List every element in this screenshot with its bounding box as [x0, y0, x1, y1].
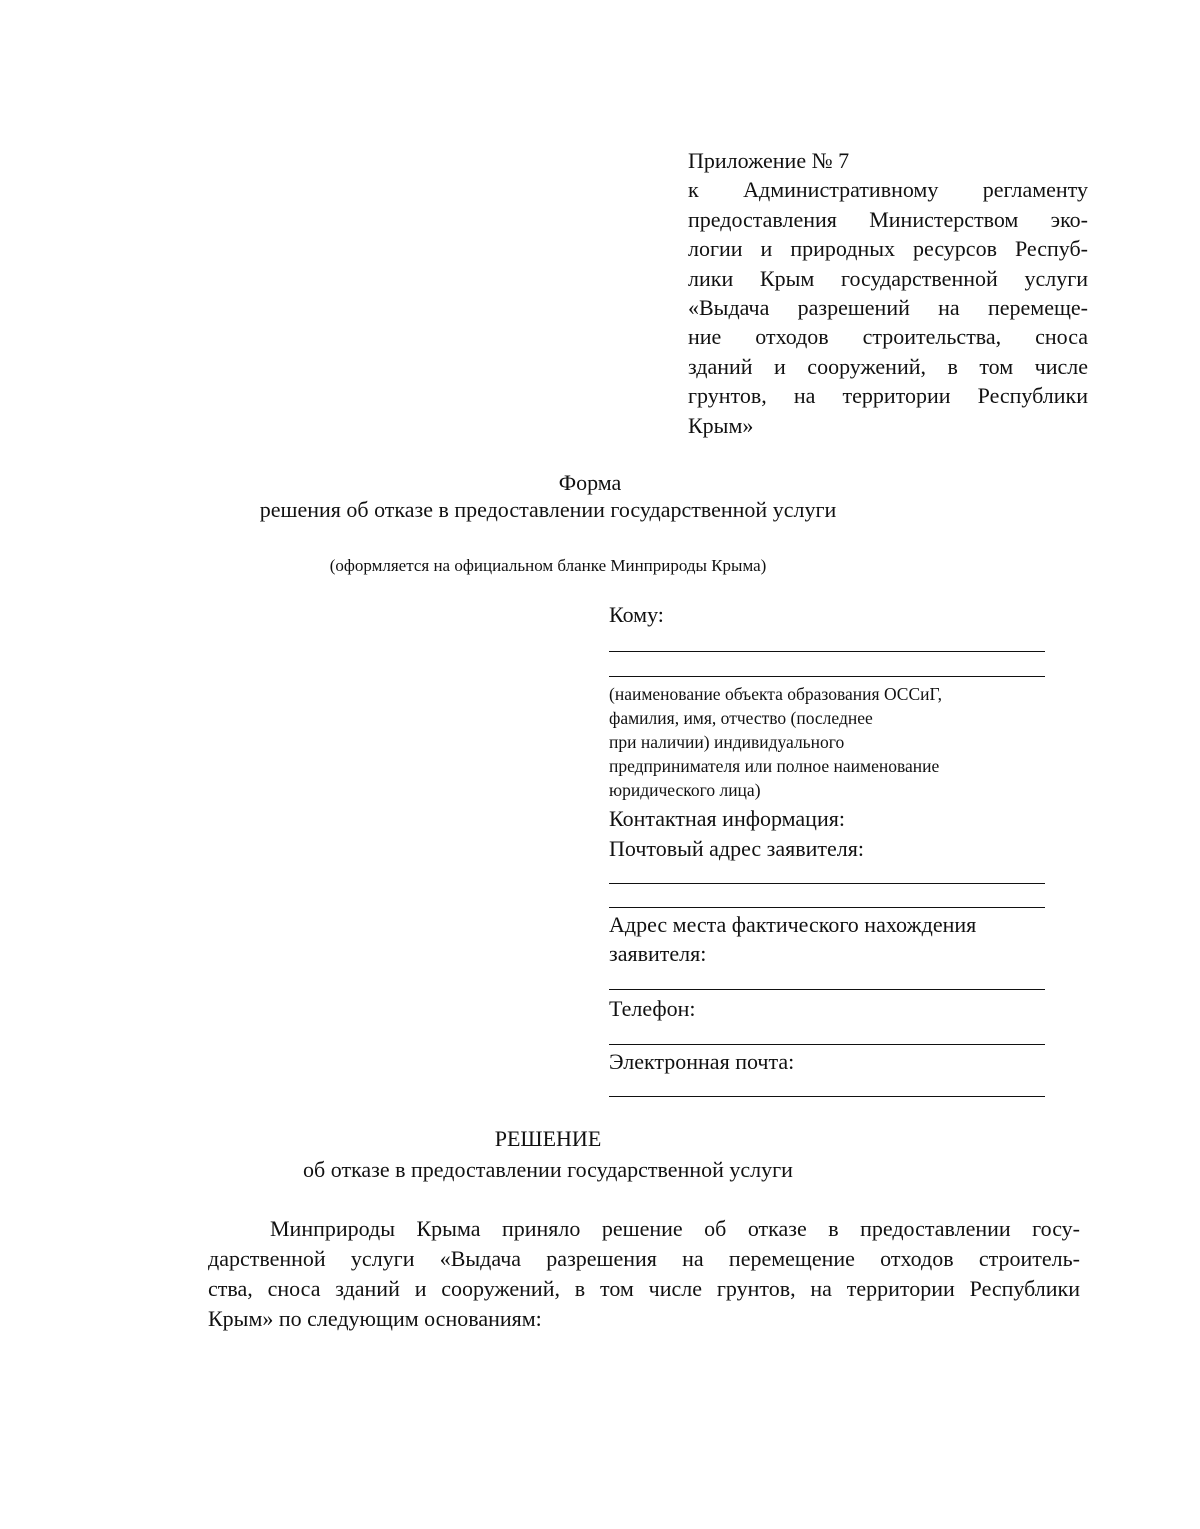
blank-line: [609, 1044, 1045, 1045]
actual-address-label-cont: заявителя:: [609, 941, 707, 966]
decision-title: РЕШЕНИЕ: [494, 1126, 602, 1151]
appendix-block: [688, 146, 1088, 440]
blank-line: [609, 907, 1045, 908]
to-label: Кому:: [609, 602, 664, 627]
addressee-hint-line: юридического лица): [609, 780, 761, 800]
appendix-line: Приложение № 7: [688, 148, 850, 173]
body-line: ства, сноса зданий и сооружений, в том числе грунтов, на территории Республики: [208, 1276, 1080, 1301]
blank-line: [609, 883, 1045, 884]
appendix-line: предоставления Министерством эко-: [688, 206, 1088, 232]
blank-line: [609, 989, 1045, 990]
appendix-line: ние отходов строительства, сноса: [688, 324, 1088, 350]
blank-line: [609, 1096, 1045, 1097]
form-note: (оформляется на официальном бланке Минприроды Крыма): [329, 556, 767, 575]
appendix-line: лики Крым государственной услуги: [688, 265, 1088, 291]
postal-address-label: Почтовый адрес заявителя:: [609, 836, 865, 861]
decision-body: [208, 1214, 1080, 1334]
body-line: дарственной услуги «Выдача разрешения на перемещение отходов строитель-: [208, 1246, 1080, 1271]
appendix-line: логии и природных ресурсов Респуб-: [688, 236, 1088, 262]
appendix-line: «Выдача разрешений на перемеще-: [688, 295, 1088, 321]
blank-line: [609, 676, 1045, 677]
actual-address-label: Адрес места фактического нахождения: [609, 912, 977, 937]
appendix-line: к Административному регламенту: [688, 177, 1088, 203]
addressee-hint-line: предпринимателя или полное наименование: [609, 756, 940, 776]
contact-label: Контактная информация:: [609, 806, 845, 831]
addressee-hint-line: (наименование объекта образования ОССиГ,: [609, 684, 943, 704]
email-label: Электронная почта:: [609, 1049, 795, 1074]
addressee-hint-line: при наличии) индивидуального: [609, 732, 845, 752]
appendix-line: Крым»: [688, 412, 754, 438]
body-line: Крым» по следующим основаниям:: [208, 1306, 542, 1331]
appendix-line: зданий и сооружений, в том числе: [688, 353, 1088, 379]
form-subtitle: решения об отказе в предоставлении государственной услуги: [259, 497, 837, 522]
decision-subtitle: об отказе в предоставлении государственной услуги: [303, 1157, 793, 1182]
addressee-hint-line: фамилия, имя, отчество (последнее: [609, 708, 873, 728]
body-line: Минприроды Крыма приняло решение об отказе в предоставлении госу-: [270, 1216, 1080, 1241]
blank-line: [609, 651, 1045, 652]
appendix-line: грунтов, на территории Республики: [688, 383, 1088, 409]
form-title: Форма: [558, 470, 622, 495]
phone-label: Телефон:: [609, 996, 696, 1021]
addressee-hint: [609, 682, 1049, 802]
